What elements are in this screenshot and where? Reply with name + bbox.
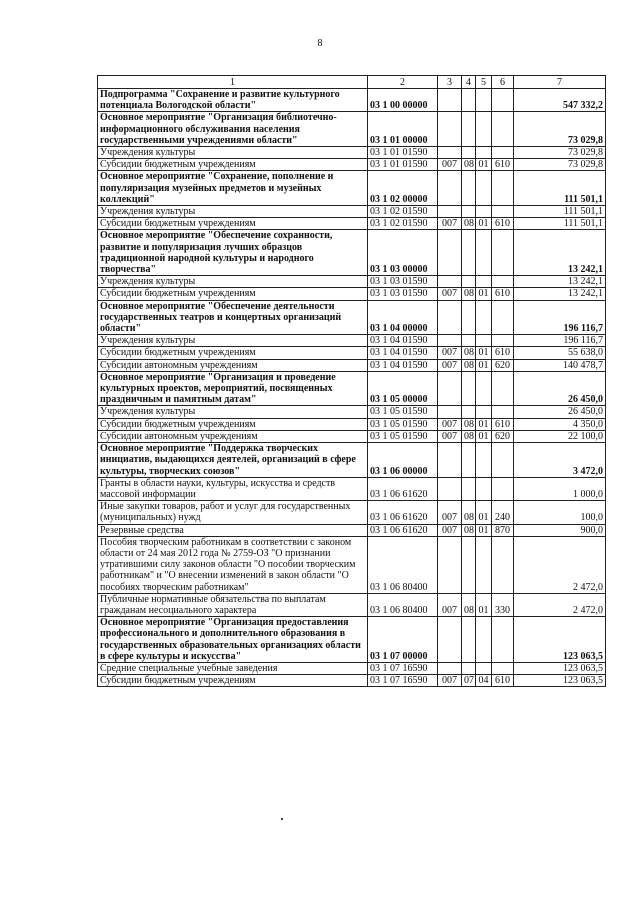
row-type-cell: 240 — [492, 501, 514, 524]
row-section-cell — [462, 662, 476, 674]
row-name-cell: Учреждения культуры — [98, 406, 368, 418]
row-amount-cell: 13 242,1 — [514, 288, 606, 300]
row-type-cell — [492, 443, 514, 478]
row-section-cell: 08 — [462, 418, 476, 430]
row-subsection-cell — [476, 147, 492, 159]
row-name-cell: Пособия творческим работникам в соответствии с законом области от 24 мая 2012 года № 2759-ОЗ "О признании утратившими силу законов области "О пособии творческим работникам" и "О внесении изменений в закон области "О пособиях творческим работникам" — [98, 536, 368, 593]
table-row — [98, 477, 606, 500]
row-amount-cell: 547 332,2 — [514, 89, 606, 112]
row-code-cell: 03 1 05 01590 — [368, 406, 438, 418]
row-ministry-cell — [438, 536, 462, 593]
row-ministry-cell: 007 — [438, 347, 462, 359]
table-row — [98, 501, 606, 524]
row-section-cell: 08 — [462, 593, 476, 616]
row-section-cell — [462, 112, 476, 147]
page-number: 8 — [317, 38, 323, 49]
row-name-cell: Публичные нормативные обязательства по выплатам гражданам несоциального характера — [98, 593, 368, 616]
row-section-cell: 08 — [462, 359, 476, 371]
row-subsection-cell — [476, 477, 492, 500]
row-subsection-cell — [476, 89, 492, 112]
column-header: 7 — [514, 76, 606, 89]
table-row — [98, 112, 606, 147]
row-amount-cell: 2 472,0 — [514, 536, 606, 593]
table-row — [98, 371, 606, 406]
row-ministry-cell: 007 — [438, 359, 462, 371]
row-section-cell — [462, 206, 476, 218]
table-row — [98, 536, 606, 593]
row-amount-cell: 13 242,1 — [514, 276, 606, 288]
row-code-cell: 03 1 06 00000 — [368, 443, 438, 478]
row-name-cell: Подпрограмма "Сохранение и развитие культурного потенциала Вологодской области" — [98, 89, 368, 112]
row-ministry-cell — [438, 276, 462, 288]
row-ministry-cell: 007 — [438, 418, 462, 430]
row-name-cell: Субсидии бюджетным учреждениям — [98, 675, 368, 687]
column-header: 1 — [98, 76, 368, 89]
row-section-cell: 08 — [462, 501, 476, 524]
row-name-cell: Учреждения культуры — [98, 206, 368, 218]
row-amount-cell: 13 242,1 — [514, 230, 606, 276]
row-ministry-cell — [438, 171, 462, 206]
row-subsection-cell: 01 — [476, 159, 492, 171]
row-type-cell: 610 — [492, 347, 514, 359]
row-type-cell: 610 — [492, 418, 514, 430]
row-section-cell — [462, 276, 476, 288]
row-code-cell: 03 1 03 01590 — [368, 276, 438, 288]
row-ministry-cell: 007 — [438, 288, 462, 300]
row-subsection-cell: 01 — [476, 218, 492, 230]
row-amount-cell: 22 100,0 — [514, 430, 606, 442]
row-subsection-cell — [476, 617, 492, 663]
row-name-cell: Субсидии бюджетным учреждениям — [98, 159, 368, 171]
row-subsection-cell: 01 — [476, 430, 492, 442]
row-subsection-cell: 01 — [476, 359, 492, 371]
row-subsection-cell: 04 — [476, 675, 492, 687]
row-amount-cell: 196 116,7 — [514, 335, 606, 347]
row-type-cell — [492, 406, 514, 418]
row-name-cell: Субсидии автономным учреждениям — [98, 430, 368, 442]
row-ministry-cell — [438, 617, 462, 663]
row-section-cell: 08 — [462, 524, 476, 536]
table-row — [98, 300, 606, 335]
row-type-cell — [492, 300, 514, 335]
row-section-cell — [462, 406, 476, 418]
budget-table — [97, 75, 606, 687]
row-ministry-cell: 007 — [438, 501, 462, 524]
row-section-cell — [462, 477, 476, 500]
row-subsection-cell — [476, 112, 492, 147]
table-row — [98, 430, 606, 442]
row-name-cell: Основное мероприятие "Сохранение, пополнение и популяризация музейных предметов и музейных коллекций" — [98, 171, 368, 206]
table-row — [98, 218, 606, 230]
row-ministry-cell — [438, 89, 462, 112]
row-name-cell: Основное мероприятие "Организация библиотечно-информационного обслуживания населения государственными учреждениями области" — [98, 112, 368, 147]
row-amount-cell: 1 000,0 — [514, 477, 606, 500]
row-code-cell: 03 1 07 16590 — [368, 675, 438, 687]
table-row — [98, 406, 606, 418]
row-type-cell — [492, 112, 514, 147]
row-subsection-cell: 01 — [476, 501, 492, 524]
table-row — [98, 89, 606, 112]
row-type-cell — [492, 276, 514, 288]
row-name-cell: Субсидии автономным учреждениям — [98, 359, 368, 371]
row-name-cell: Субсидии бюджетным учреждениям — [98, 218, 368, 230]
row-code-cell: 03 1 01 00000 — [368, 112, 438, 147]
row-ministry-cell: 007 — [438, 675, 462, 687]
row-type-cell: 610 — [492, 288, 514, 300]
row-name-cell: Учреждения культуры — [98, 335, 368, 347]
row-section-cell — [462, 89, 476, 112]
row-ministry-cell — [438, 662, 462, 674]
row-ministry-cell: 007 — [438, 430, 462, 442]
table-row — [98, 418, 606, 430]
row-ministry-cell — [438, 300, 462, 335]
row-code-cell: 03 1 06 80400 — [368, 593, 438, 616]
row-ministry-cell — [438, 206, 462, 218]
row-amount-cell: 111 501,1 — [514, 206, 606, 218]
row-ministry-cell — [438, 230, 462, 276]
row-code-cell: 03 1 05 00000 — [368, 371, 438, 406]
row-name-cell: Основное мероприятие "Поддержка творческих инициатив, выдающихся деятелей, организаций в сфере культуры, творческих союзов" — [98, 443, 368, 478]
row-ministry-cell — [438, 371, 462, 406]
row-subsection-cell — [476, 171, 492, 206]
row-name-cell: Основное мероприятие "Обеспечение деятельности государственных театров и концертных организаций области" — [98, 300, 368, 335]
row-amount-cell: 111 501,1 — [514, 218, 606, 230]
row-section-cell — [462, 536, 476, 593]
row-amount-cell: 73 029,8 — [514, 112, 606, 147]
row-code-cell: 03 1 06 61620 — [368, 524, 438, 536]
row-subsection-cell — [476, 443, 492, 478]
row-section-cell — [462, 300, 476, 335]
row-amount-cell: 4 350,0 — [514, 418, 606, 430]
row-subsection-cell — [476, 276, 492, 288]
table-row — [98, 288, 606, 300]
column-header: 6 — [492, 76, 514, 89]
row-ministry-cell: 007 — [438, 159, 462, 171]
row-section-cell: 08 — [462, 218, 476, 230]
row-type-cell: 330 — [492, 593, 514, 616]
row-code-cell: 03 1 01 01590 — [368, 147, 438, 159]
table-header-row — [98, 76, 606, 89]
row-code-cell: 03 1 01 01590 — [368, 159, 438, 171]
column-header: 5 — [476, 76, 492, 89]
row-code-cell: 03 1 02 00000 — [368, 171, 438, 206]
row-code-cell: 03 1 02 01590 — [368, 218, 438, 230]
row-type-cell — [492, 477, 514, 500]
row-type-cell — [492, 335, 514, 347]
row-section-cell — [462, 147, 476, 159]
row-subsection-cell — [476, 406, 492, 418]
table-row — [98, 359, 606, 371]
column-header: 2 — [368, 76, 438, 89]
row-ministry-cell — [438, 112, 462, 147]
row-section-cell — [462, 335, 476, 347]
row-section-cell: 07 — [462, 675, 476, 687]
row-name-cell: Субсидии бюджетным учреждениям — [98, 288, 368, 300]
row-name-cell: Основное мероприятие "Организация и проведение культурных проектов, мероприятий, посвященных праздничным и памятным датам" — [98, 371, 368, 406]
row-code-cell: 03 1 06 80400 — [368, 536, 438, 593]
row-code-cell: 03 1 03 01590 — [368, 288, 438, 300]
row-type-cell — [492, 662, 514, 674]
row-section-cell — [462, 617, 476, 663]
row-section-cell: 08 — [462, 288, 476, 300]
table-row — [98, 206, 606, 218]
row-code-cell: 03 1 03 00000 — [368, 230, 438, 276]
row-subsection-cell — [476, 206, 492, 218]
column-header: 3 — [438, 76, 462, 89]
row-amount-cell: 2 472,0 — [514, 593, 606, 616]
row-name-cell: Иные закупки товаров, работ и услуг для государственных (муниципальных) нужд — [98, 501, 368, 524]
table-row — [98, 675, 606, 687]
row-amount-cell: 26 450,0 — [514, 406, 606, 418]
row-code-cell: 03 1 07 16590 — [368, 662, 438, 674]
stray-dot — [281, 818, 283, 820]
row-type-cell — [492, 230, 514, 276]
table-row — [98, 230, 606, 276]
row-name-cell: Учреждения культуры — [98, 147, 368, 159]
row-type-cell — [492, 89, 514, 112]
row-ministry-cell — [438, 335, 462, 347]
row-subsection-cell — [476, 300, 492, 335]
row-amount-cell: 196 116,7 — [514, 300, 606, 335]
row-subsection-cell: 01 — [476, 524, 492, 536]
row-type-cell — [492, 617, 514, 663]
row-subsection-cell: 01 — [476, 347, 492, 359]
row-amount-cell: 55 638,0 — [514, 347, 606, 359]
row-subsection-cell: 01 — [476, 418, 492, 430]
row-subsection-cell: 01 — [476, 593, 492, 616]
row-amount-cell: 123 063,5 — [514, 675, 606, 687]
table-row — [98, 443, 606, 478]
row-section-cell: 08 — [462, 347, 476, 359]
table-row — [98, 593, 606, 616]
row-amount-cell: 73 029,8 — [514, 159, 606, 171]
row-code-cell: 03 1 04 01590 — [368, 335, 438, 347]
table-row — [98, 147, 606, 159]
row-amount-cell: 123 063,5 — [514, 662, 606, 674]
row-type-cell — [492, 147, 514, 159]
row-amount-cell: 123 063,5 — [514, 617, 606, 663]
row-code-cell: 03 1 05 01590 — [368, 418, 438, 430]
row-subsection-cell: 01 — [476, 288, 492, 300]
row-name-cell: Средние специальные учебные заведения — [98, 662, 368, 674]
row-name-cell: Субсидии бюджетным учреждениям — [98, 418, 368, 430]
row-type-cell: 620 — [492, 359, 514, 371]
row-subsection-cell — [476, 371, 492, 406]
table-row — [98, 276, 606, 288]
table-row — [98, 524, 606, 536]
row-amount-cell: 3 472,0 — [514, 443, 606, 478]
row-name-cell: Основное мероприятие "Организация предоставления профессионального и дополнительного образования в государственных образовательных организациях области в сфере культуры и искусства" — [98, 617, 368, 663]
row-subsection-cell — [476, 335, 492, 347]
row-ministry-cell — [438, 147, 462, 159]
table-row — [98, 617, 606, 663]
row-amount-cell: 73 029,8 — [514, 147, 606, 159]
row-subsection-cell — [476, 536, 492, 593]
row-name-cell: Учреждения культуры — [98, 276, 368, 288]
row-code-cell: 03 1 04 00000 — [368, 300, 438, 335]
table-row — [98, 159, 606, 171]
row-code-cell: 03 1 05 01590 — [368, 430, 438, 442]
row-section-cell: 08 — [462, 430, 476, 442]
row-type-cell: 610 — [492, 675, 514, 687]
row-section-cell — [462, 230, 476, 276]
row-code-cell: 03 1 04 01590 — [368, 359, 438, 371]
row-section-cell: 08 — [462, 159, 476, 171]
row-code-cell: 03 1 06 61620 — [368, 477, 438, 500]
row-amount-cell: 100,0 — [514, 501, 606, 524]
row-ministry-cell — [438, 443, 462, 478]
row-code-cell: 03 1 06 61620 — [368, 501, 438, 524]
row-name-cell: Субсидии бюджетным учреждениям — [98, 347, 368, 359]
table-row — [98, 335, 606, 347]
row-ministry-cell — [438, 406, 462, 418]
row-type-cell — [492, 536, 514, 593]
row-ministry-cell: 007 — [438, 593, 462, 616]
row-name-cell: Гранты в области науки, культуры, искусства и средств массовой информации — [98, 477, 368, 500]
row-amount-cell: 140 478,7 — [514, 359, 606, 371]
row-code-cell: 03 1 07 00000 — [368, 617, 438, 663]
row-amount-cell: 900,0 — [514, 524, 606, 536]
table-row — [98, 171, 606, 206]
row-ministry-cell — [438, 477, 462, 500]
row-section-cell — [462, 171, 476, 206]
row-type-cell — [492, 371, 514, 406]
table-row — [98, 662, 606, 674]
row-type-cell: 620 — [492, 430, 514, 442]
row-code-cell: 03 1 02 01590 — [368, 206, 438, 218]
row-amount-cell: 111 501,1 — [514, 171, 606, 206]
row-code-cell: 03 1 00 00000 — [368, 89, 438, 112]
row-type-cell: 610 — [492, 159, 514, 171]
row-section-cell — [462, 443, 476, 478]
table-row — [98, 347, 606, 359]
row-type-cell — [492, 171, 514, 206]
row-type-cell: 610 — [492, 218, 514, 230]
row-subsection-cell — [476, 662, 492, 674]
row-code-cell: 03 1 04 01590 — [368, 347, 438, 359]
column-header: 4 — [462, 76, 476, 89]
row-type-cell: 870 — [492, 524, 514, 536]
row-section-cell — [462, 371, 476, 406]
row-type-cell — [492, 206, 514, 218]
row-name-cell: Резервные средства — [98, 524, 368, 536]
row-amount-cell: 26 450,0 — [514, 371, 606, 406]
row-subsection-cell — [476, 230, 492, 276]
row-name-cell: Основное мероприятие "Обеспечение сохранности, развитие и популяризация лучших образцов традиционной народной культуры и народного творчества" — [98, 230, 368, 276]
row-ministry-cell: 007 — [438, 524, 462, 536]
row-ministry-cell: 007 — [438, 218, 462, 230]
